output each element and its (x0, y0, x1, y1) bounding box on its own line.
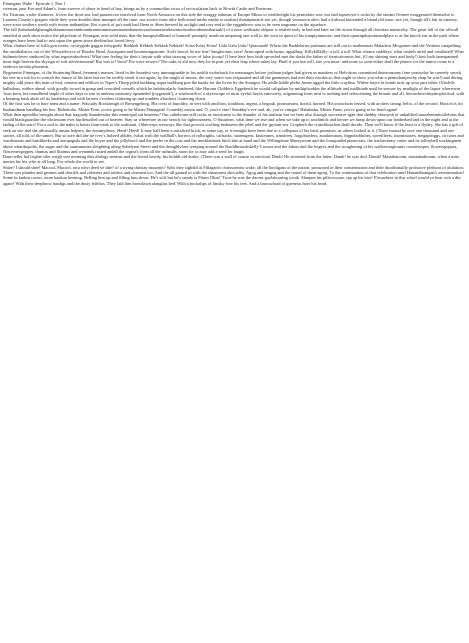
document-title: Finnegans Wake - Episode 1, Part 1 (3, 1, 66, 6)
body-paragraph: What clashes here of wills gen wonts, oystrygods gaggin fishygods! Brékkek Kékkek Kékkek Kékkek! Kóax Kóax Kóax! Ualu Ualu Ualu! Quaouauh! Where the Baddelaries partisans are still out to mathmaster Malachus Micgranes and the Verdons catapelting the camibalistics out of the Whoyteboyce of Hoodie Head. Assiegates and boomeringstroms. Sod's brood, be me fear! Sanglorians, save! Arms apeal with larms, appalling. Killykillkilly: a toll, a toll. What chance cuddleys, what cashels aired and ventilated! What bidimetoloves sinduced by what tegotetabsolvers! What true feeling for their's hayair with what strawng voice of false jiccup! O here here how hoth sprowled met the duskt the father of fornicationists but, (O my shining stars and body!) how hath fanespanned most high heaven the skysign of soft advertisement! But was iz? Iseut? Ere were sewers? The oaks of ald now they lie in peat yet elms leap where askes lay. Phall if you but will, rise you must: and none so soon either shall the pharce for the nunce come to a setdown secular phoenish. (3, 43, 465, 70)
body-paragraph: Shize? I should shee! Macool, Macool, orra whyi deed ye diie? of a trying thirstay mournin? Sobs they sighdid at Fillagain's chrissormiss wake, all the hooligans of the nation, prostrated in their consternation and their duodisimally profusive plethora of ululation. There was plumbs and grumes and cheriffs and citherers and raiders and cinemen too. And the all gianed in with the shoutmost shoviality. Agog and magog and the round of them agrog. To the continuation of that celebration until Hanandhunigan's extermination! Some in kinkin corass, more kankan keening. Belling him up and filling him down. He's stiff but he's steady is Priam Olim! 'Twas he was the dacent gaylabouring youth. Sharpen his pillowscone, tap up his bier! E'erawhere in this whorl would ye hear sich a din again? With their deepbrow fundigs and the dusty fidelios. They laid him brawdawn alanglast bed. With a bockalips of finisky fore his feet. And a barrowload of guenesis hoer his head. (3, 164, 466, 186)
body-paragraph: Of the first was he to bare arms and a name: Wassaily Booslaeugh of Riesengeborg. His crest of huroldry, in vert with ancillars, troublant, argent, a hegoak, poursuivant, horrid, horned. His scutschum fessed, with archers strung, helio, of the second. Hootch is for husbandman handling his hoe. Hohohoho, Mister Finn, you're going to be Mister Finnagain! Comeday morm and, O, you're vine! Sendday's eve and, ah, you're vinegar! Hahahaha, Mister Funn, you're going to be fined again! (3, 101, 465, 112)
body-paragraph: Bygmester Finnegan, of the Stuttering Hand, freemen's maurer, lived in the broadest way immarginable in his rushlit toofarback for messuages before joshuan judges had given us numbers or Helviticus committed deuteronomy (one yeastyday he sternely struxk his tete in a tub for to watsch the future of his fates but ere he swiftly stook it out again, by the might of moses, the very water was eviparated and all the guenneses had met their exodus so that ought to show you what a pentschanjeuchy chap he was!) and during mighty odd years this man of hod, cement and edifices in Toper's Thorp piled buildung supra buildung pon the banks for the livers by the Soangso. He addle liddle phifie Annie ugged the little craythur. Wither hayre in honds tuck up your part inher. Oftwhile balbulous, mithre ahead, with goodly trowel in grasp and ivoroiled overalls which he habitacularly fondseed, like Haroun Childeric Eggeberth he would caligulate by multiplicables the alltitude and malltitude until he seesaw by neatlight of the liquor wheretwin 'twas born, his roundhead staple of other days to rise in undress maisonry upstanded (joygrantit!), a waalworth of a skyerscape of most eyeful hoyth entowerly, erigenating from next to nothing and celescalating the himals and all, hierarchitectitiptitoploftical, with a burning bush abob off its baubletop and with larrons o'toolers clittering up and tombles a'buckets clottering down. (3, 69, 466, 102)
body-paragraph: Dann teller hal frighte siler soegh wee morning thes dialogy seemns and the hoved bawdy, his bolddt old duske. (There was a wall of course in erection) Dimb! He stottered from the latter. Damb! he was dud. Dumb! Mastabatoom, mastabadtomm, when a man mertes his hiz wife at all long. For whole the world to see. (3, 154, 460, 165)
body-paragraph: Sir Tristram, violer d'amores, fr'over the short sea, had passencore rearrived from North Armorica on this side the scraggy isthmus of Europe Minor to wielderfight his penisolate war: nor had topsawyer's rocks by the stream Oconee exaggerated themselse to Laurens County's gorgios while they went doublin their mumper all the time: nor avoice from afire bellowsed mishe mishe to tauftauf thuartpeatrick not yet, though venissoon after, had a kidscad buttended a bland old isaac: not yet, though all's fair in vanessy, were sosie sesthers wroth with twone nathandjoe. Rot a peck of pa's malt had Jhem or Shen brewed by arclight and rory end to the regginbrow was to be seen ringsome on the aquaface. (3, 11, 460, 28)
body-paragraph: riverrun, past Eve and Adam's, from swerve of shore to bend of bay, brings us by a commodius vicus of recirculation back to Howth Castle and Environs. (3, 6, 273, 12)
body-paragraph: The fall (bababadalgharaghtakamminarronnkonnbronntonnerronntuonnthunntrovarrhounawnskawntoohoohoordenenthurnuk!) of a once wallstrait oldparr is retaled early in bed and later on life down through all christian minstrelsy. The great fall of the offwall entailed at such short notice the pftjschute of Finnegan, erse solid man, that the humptyhillhead of humself prumptly sends an unquiring one well to the west in quest of his tumptytumtoes: and their upturnpikepointandplace is at the knock out in the park where oranges have been laid to rust upon the green since devlinsfirst loved livvy. (3, 27, 461, 43)
body-paragraph: What then agentlike brought about that tragoady thundersday this municipal sin business? Our cubehouse still rocks as earwitness to the thunder of his arafatas but we hear also through successive ages that shebby choruysh of unkalified muzzlenimiissilehims that would blackguardise the whitestone ever hurtleturtled out of heaven. Stay us wherefore in our search for tighteousness, O Sustainer, what time we rise and when we take up to toothmick and before we lump down upon our leatherbed and in the night and at the fading of the stars! For a nod to the nabir is better than wink to the wabsanti. Otherways wesways like that provost scoffing bedoueen the jebel and the jpysian sea. Cropherb the crunchbracken shall decide. Then we'll know if the feast is a flyday. She has a gift of seek on site and she allcasually ansars helpers, the dreamydeary. Heed! Heed! It may half been a missfired brick, as some say, or it mought have been due to a collupsus of his back promises, as others looked at it. (There extand by now one thousand and one stories, all told, of the same). But so sore did abe ite ivvy's holired abbles, (what with the wallhall's horrors of rollsrights, carhacks, stonengens, kisstvanes, tramtrees, fargobawlers, autokinotons, hippohobbilies, streetfleets, tournintaxes, megaphoggs, circuses and wardsmoats and basilikerks and aeropagods and the hoyse and the jollybrool and the peeler in the coat and the mecklenburk bitch bite at hand and the Willingdone Museyroom and the fourgoaded pianocrats, the tracheotomy cutter and its lolltryball workingmen about wharthopolis, the sugar and the sunrummies sleighting along Subelyine Street and the desughlyfare weeping around the Bouldbriarshsbelly Crosses and the fakers and the bogeys and the stoughering of his wallveriraglounis countersspes, flowerspoppes, flowernexpoppes, thumas and flutinus and wynands rusted andall the regina's from all the ruthsulls, snort for to may add a seed for laugh. (3, 111, 466, 154)
